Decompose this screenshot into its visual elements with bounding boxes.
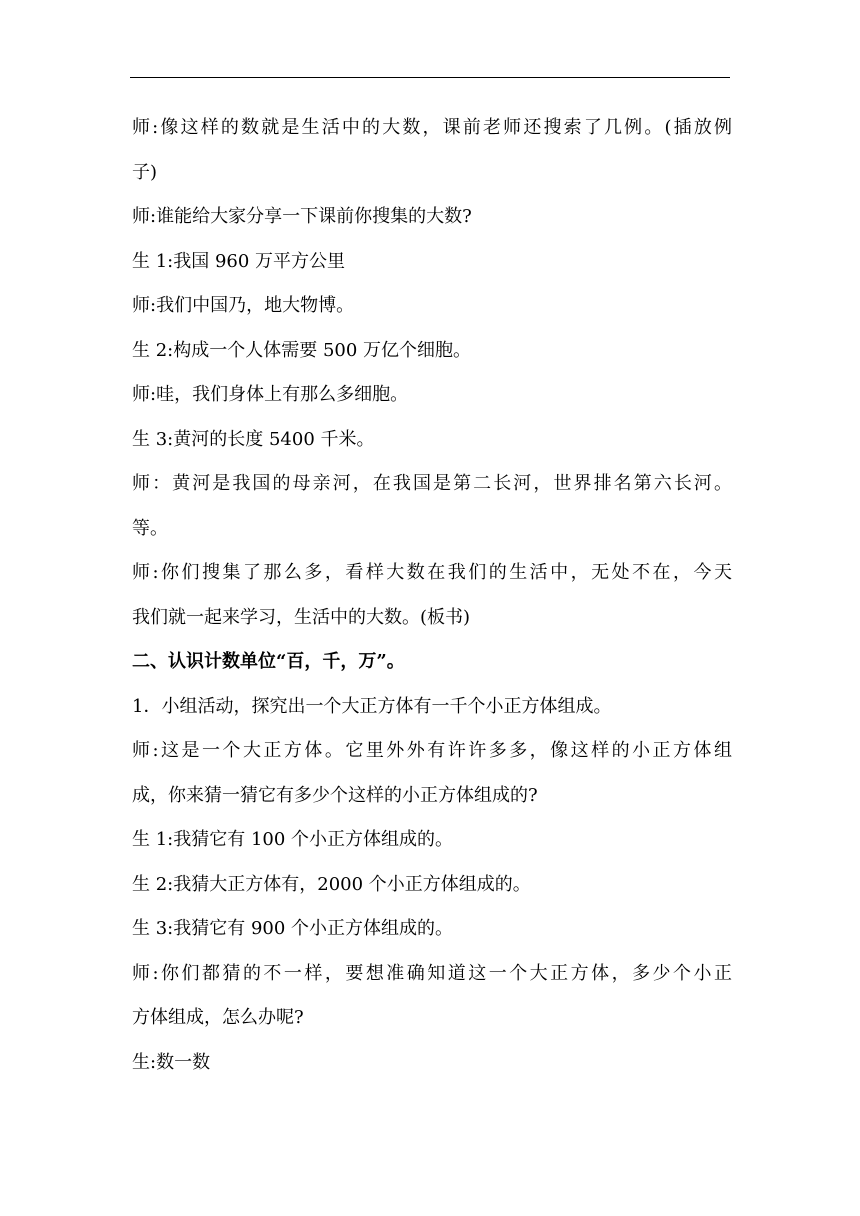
text-line: 师:你们都猜的不一样，要想准确知道这一个大正方体，多少个小正 xyxy=(132,962,732,984)
section-heading: 二、认识计数单位“百，千，万”。 xyxy=(132,651,405,672)
text-line: 生 3:我猜它有 900 个小正方体组成的。 xyxy=(132,918,454,939)
text-line: 生 1:我猜它有 100 个小正方体组成的。 xyxy=(132,829,454,850)
text-line: 生 1:我国 960 万平方公里 xyxy=(132,250,346,272)
text-line: 我们就一起来学习，生活中的大数。(板书) xyxy=(132,606,471,628)
header-rule xyxy=(130,77,730,78)
text-line: 等。 xyxy=(132,517,168,539)
text-line: 师:我们中国乃，地大物博。 xyxy=(132,295,355,316)
document-body xyxy=(132,106,732,1085)
text-line: 师:谁能给大家分享一下课前你搜集的大数? xyxy=(132,206,472,227)
text-line: 方体组成，怎么办呢? xyxy=(132,1007,304,1028)
text-line: 师：黄河是我国的母亲河，在我国是第二长河，世界排名第六长河。 xyxy=(132,473,732,494)
text-line: 生 3:黄河的长度 5400 千米。 xyxy=(132,428,375,450)
text-line: 成，你来猜一猜它有多少个这样的小正方体组成的? xyxy=(132,784,538,806)
text-line: 子) xyxy=(132,161,158,183)
text-line: 生:数一数 xyxy=(132,1051,211,1073)
text-line: 1．小组活动，探究出一个大正方体有一千个小正方体组成。 xyxy=(132,695,612,717)
text-line: 生 2:我猜大正方体有，2000 个小正方体组成的。 xyxy=(132,873,531,895)
text-line: 生 2:构成一个人体需要 500 万亿个细胞。 xyxy=(132,339,472,361)
text-line: 师:像这样的数就是生活中的大数，课前老师还搜索了几例。(插放例 xyxy=(132,117,732,138)
text-line: 师:哇，我们身体上有那么多细胞。 xyxy=(132,384,409,405)
text-line: 师:这是一个大正方体。它里外外有许许多多，像这样的小正方体组 xyxy=(132,740,732,761)
text-line: 师:你们搜集了那么多，看样大数在我们的生活中，无处不在，今天 xyxy=(132,562,732,583)
